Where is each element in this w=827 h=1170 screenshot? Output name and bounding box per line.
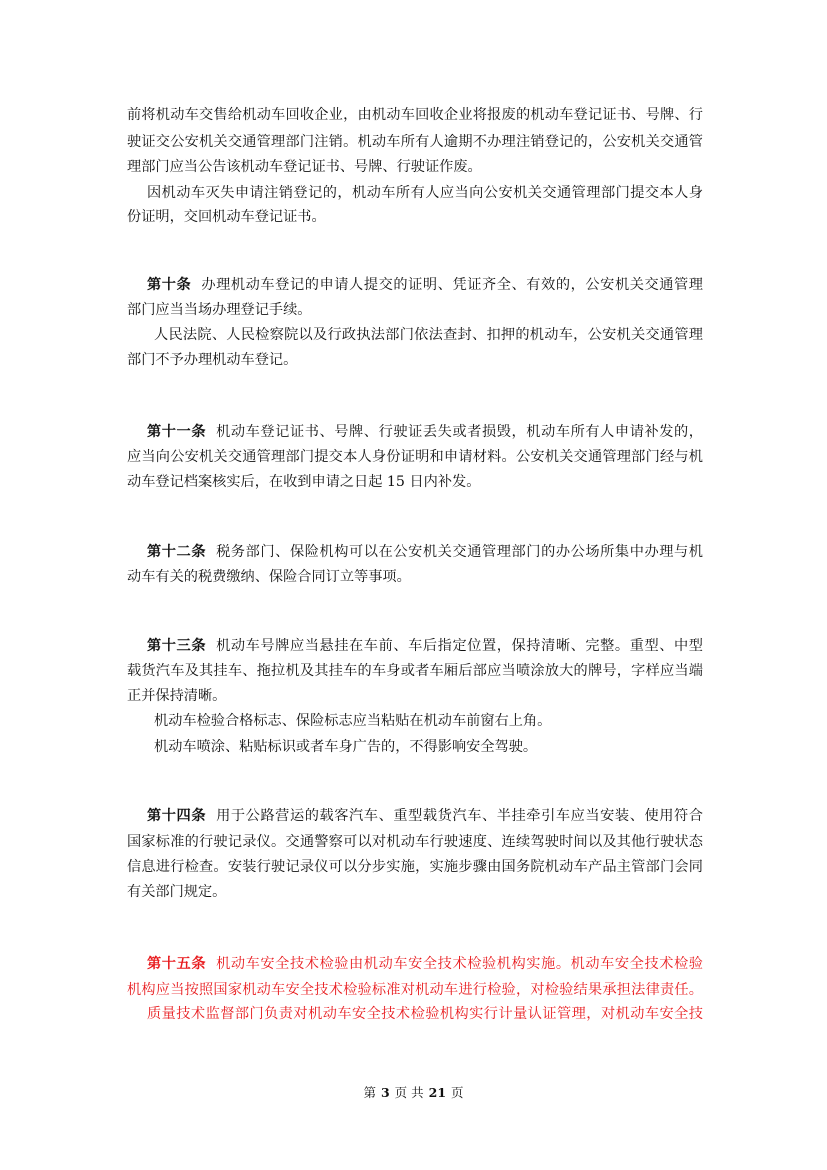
article-text: 税务部门、保险机构可以在公安机关交通管理部门的办公场所集中办理与机 bbox=[216, 544, 703, 560]
article-15-line bbox=[147, 952, 703, 976]
footer-middle: 页 共 bbox=[394, 1085, 424, 1100]
article-label: 第十二条 bbox=[147, 544, 207, 560]
text-line: 份证明，交回机动车登记证书。 bbox=[127, 209, 326, 225]
footer-prefix: 第 bbox=[363, 1085, 376, 1100]
article-text: 机动车安全技术检验由机动车安全技术检验机构实施。机动车安全技术检验 bbox=[216, 956, 703, 972]
text-line: 部门应当当场办理登记手续。 bbox=[127, 302, 312, 318]
article-13-line bbox=[147, 634, 703, 658]
article-10-line bbox=[147, 273, 703, 297]
page-total: 21 bbox=[428, 1085, 447, 1100]
text-line: 动车有关的税费缴纳、保险合同订立等事项。 bbox=[127, 569, 411, 585]
text-line: 部门不予办理机动车登记。 bbox=[127, 352, 298, 368]
text-line: 信息进行检查。安装行驶记录仪可以分步实施，实施步骤由国务院机动车产品主管部门会同 bbox=[127, 859, 703, 875]
article-label: 第十条 bbox=[147, 277, 192, 293]
article-label: 第十四条 bbox=[147, 808, 207, 824]
text-line: 质量技术监督部门负责对机动车安全技术检验机构实行计量认证管理，对机动车安全技 bbox=[147, 1006, 703, 1022]
text-line: 理部门应当公告该机动车登记证书、号牌、行驶证作废。 bbox=[127, 159, 482, 175]
article-label: 第十三条 bbox=[147, 638, 207, 654]
article-text: 用于公路营运的载客汽车、重型载货汽车、半挂牵引车应当安装、使用符合 bbox=[216, 808, 703, 824]
text-line: 机动车检验合格标志、保险标志应当粘贴在机动车前窗右上角。 bbox=[154, 713, 552, 729]
text-line: 正并保持清晰。 bbox=[127, 688, 227, 704]
text-line: 驶证交公安机关交通管理部门注销。机动车所有人逾期不办理注销登记的，公安机关交通管 bbox=[127, 134, 703, 150]
text-line: 有关部门规定。 bbox=[127, 884, 227, 900]
article-text: 机动车登记证书、号牌、行驶证丢失或者损毁，机动车所有人申请补发的， bbox=[216, 424, 703, 440]
article-text: 机动车号牌应当悬挂在车前、车后指定位置，保持清晰、完整。重型、中型 bbox=[216, 638, 703, 654]
article-14-line bbox=[147, 804, 703, 828]
article-text: 办理机动车登记的申请人提交的证明、凭证齐全、有效的，公安机关交通管理 bbox=[201, 277, 703, 293]
footer-suffix: 页 bbox=[451, 1085, 464, 1100]
text-line: 动车登记档案核实后，在收到申请之日起 15 日内补发。 bbox=[127, 474, 481, 490]
text-line: 载货汽车及其挂车、拖拉机及其挂车的车身或者车厢后部应当喷涂放大的牌号，字样应当端 bbox=[127, 663, 703, 679]
article-12-line bbox=[147, 540, 703, 564]
page-number: 3 bbox=[380, 1085, 390, 1100]
article-label: 第十五条 bbox=[147, 956, 207, 972]
text-line: 国家标准的行驶记录仪。交通警察可以对机动车行驶速度、连续驾驶时间以及其他行驶状态 bbox=[127, 834, 703, 850]
text-line: 机动车喷涂、粘贴标识或者车身广告的，不得影响安全驾驶。 bbox=[154, 739, 538, 755]
text-line: 机构应当按照国家机动车安全技术检验标准对机动车进行检验，对检验结果承担法律责任。 bbox=[127, 982, 703, 998]
text-line: 应当向公安机关交通管理部门提交本人身份证明和申请材料。公安机关交通管理部门经与机 bbox=[127, 449, 703, 465]
text-line: 前将机动车交售给机动车回收企业，由机动车回收企业将报废的机动车登记证书、号牌、行 bbox=[127, 107, 703, 123]
text-line: 人民法院、人民检察院以及行政执法部门依法查封、扣押的机动车，公安机关交通管理 bbox=[154, 327, 703, 343]
page-footer bbox=[0, 1084, 827, 1102]
article-label: 第十一条 bbox=[147, 424, 207, 440]
text-line: 因机动车灭失申请注销登记的，机动车所有人应当向公安机关交通管理部门提交本人身 bbox=[147, 185, 703, 201]
article-11-line bbox=[147, 420, 703, 444]
